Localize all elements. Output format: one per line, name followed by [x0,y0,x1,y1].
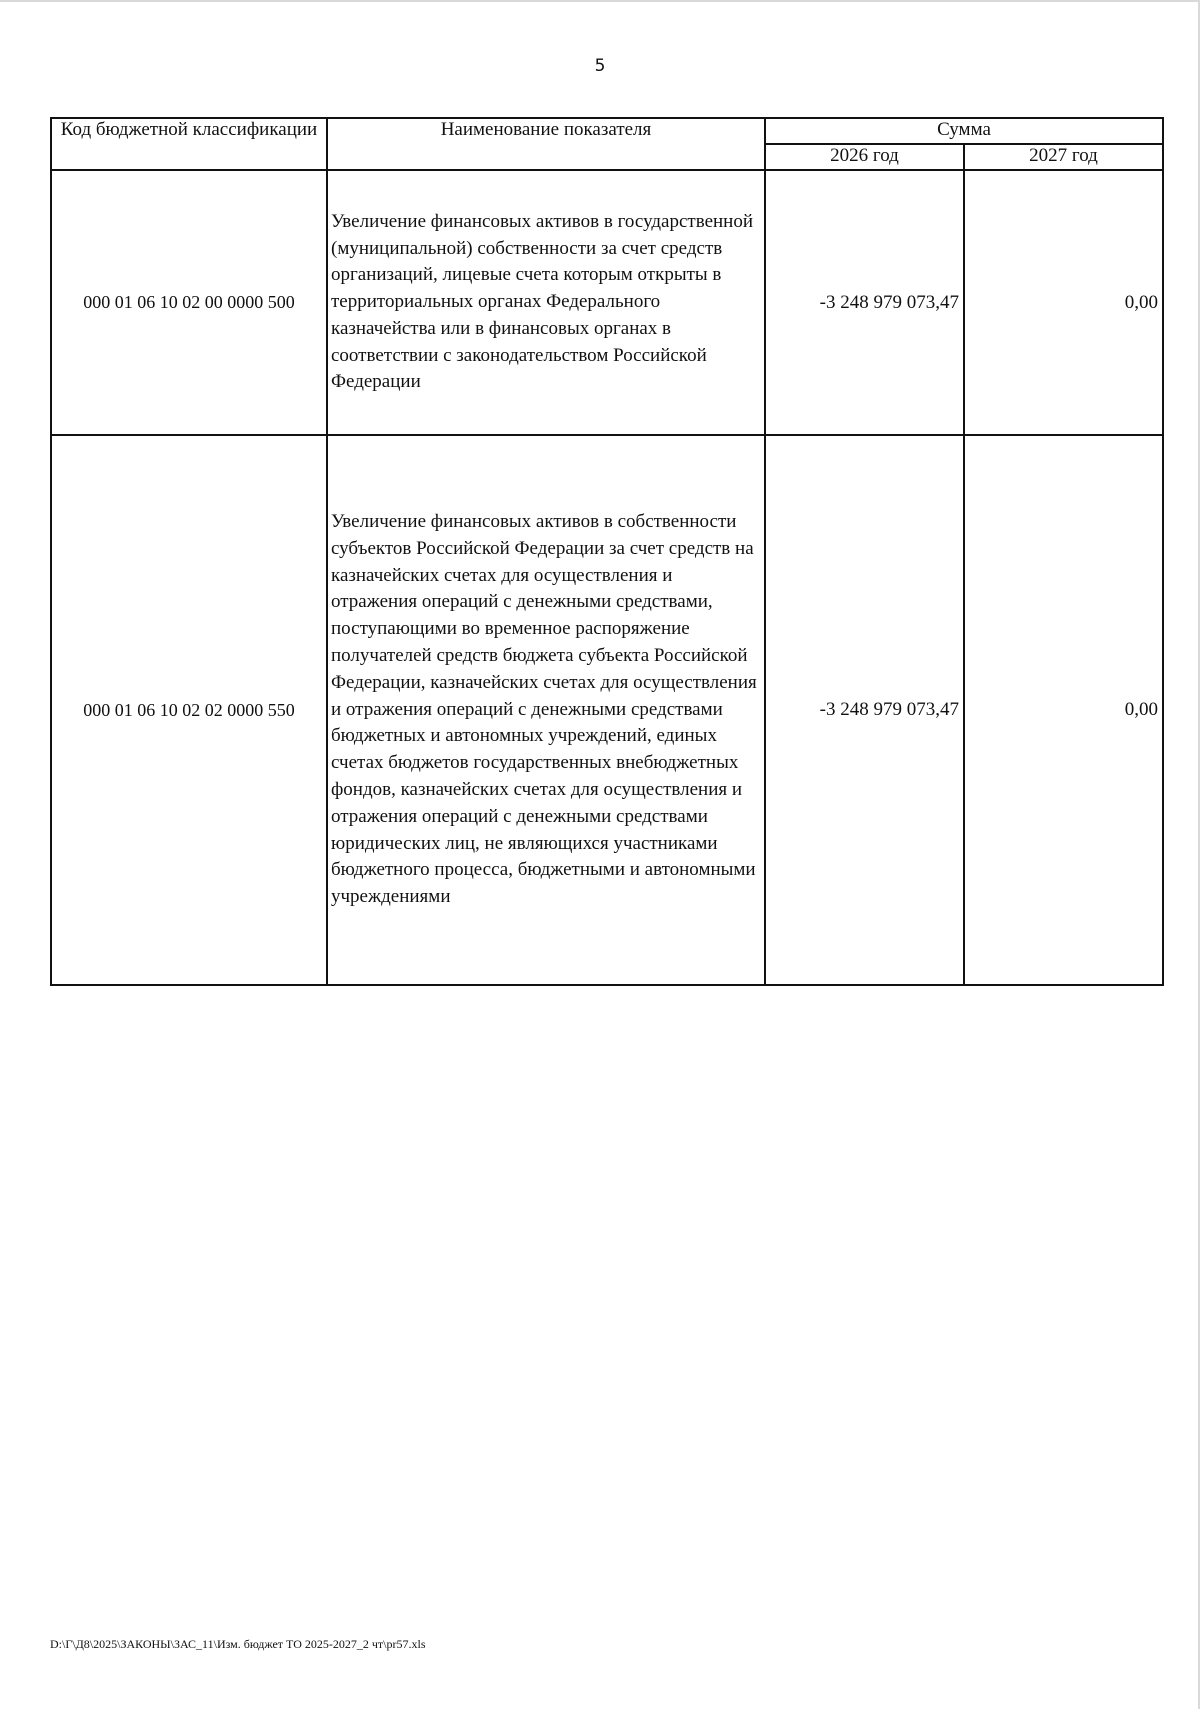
row-sum-2027: 0,00 [964,435,1163,985]
table-row [51,170,1163,435]
table-row [51,435,1163,985]
row-name: Увеличение финансовых активов в государственной (муниципальной) собственности за счет средств организаций, лицевые счета которым открыты в территориальных органах Федерального казначейства или в финансовых органах в соответствии с законодательством Российской Федерации [327,170,765,435]
scan-edge-top [0,0,1200,2]
footer-file-path: D:\Г\Д8\2025\ЗАКОНЫ\ЗАС_11\Изм. бюджет ТО 2025-2027_2 чт\pr57.xls [50,1637,426,1651]
budget-table [50,117,1164,986]
row-name: Увеличение финансовых активов в собственности субъектов Российской Федерации за счет средств на казначейских счетах для осуществления и отражения операций с денежными средствами, поступающими во временное распоряжение получателей средств бюджета субъекта Российской Федерации, казначейских счетах для осуществления и отражения операций с денежными средствами бюджетных и автономных учреждений, единых счетах бюджетов государственных внебюджетных фондов, казначейских счетах для осуществления и отражения операций с денежными средствами юридических лиц, не являющихся участниками бюджетного процесса, бюджетными и автономными учреждениями [327,435,765,985]
row-code: 000 01 06 10 02 02 0000 550 [51,435,327,985]
row-code: 000 01 06 10 02 00 0000 500 [51,170,327,435]
table-header-row [51,118,1163,144]
row-sum-2026: -3 248 979 073,47 [765,435,964,985]
header-name: Наименование показателя [327,118,765,170]
page-number: 5 [594,56,606,76]
header-year-2026: 2026 год [765,144,964,170]
row-sum-2027: 0,00 [964,170,1163,435]
header-sum: Сумма [765,118,1163,144]
row-sum-2026: -3 248 979 073,47 [765,170,964,435]
header-code: Код бюджетной классификации [51,118,327,170]
header-year-2027: 2027 год [964,144,1163,170]
